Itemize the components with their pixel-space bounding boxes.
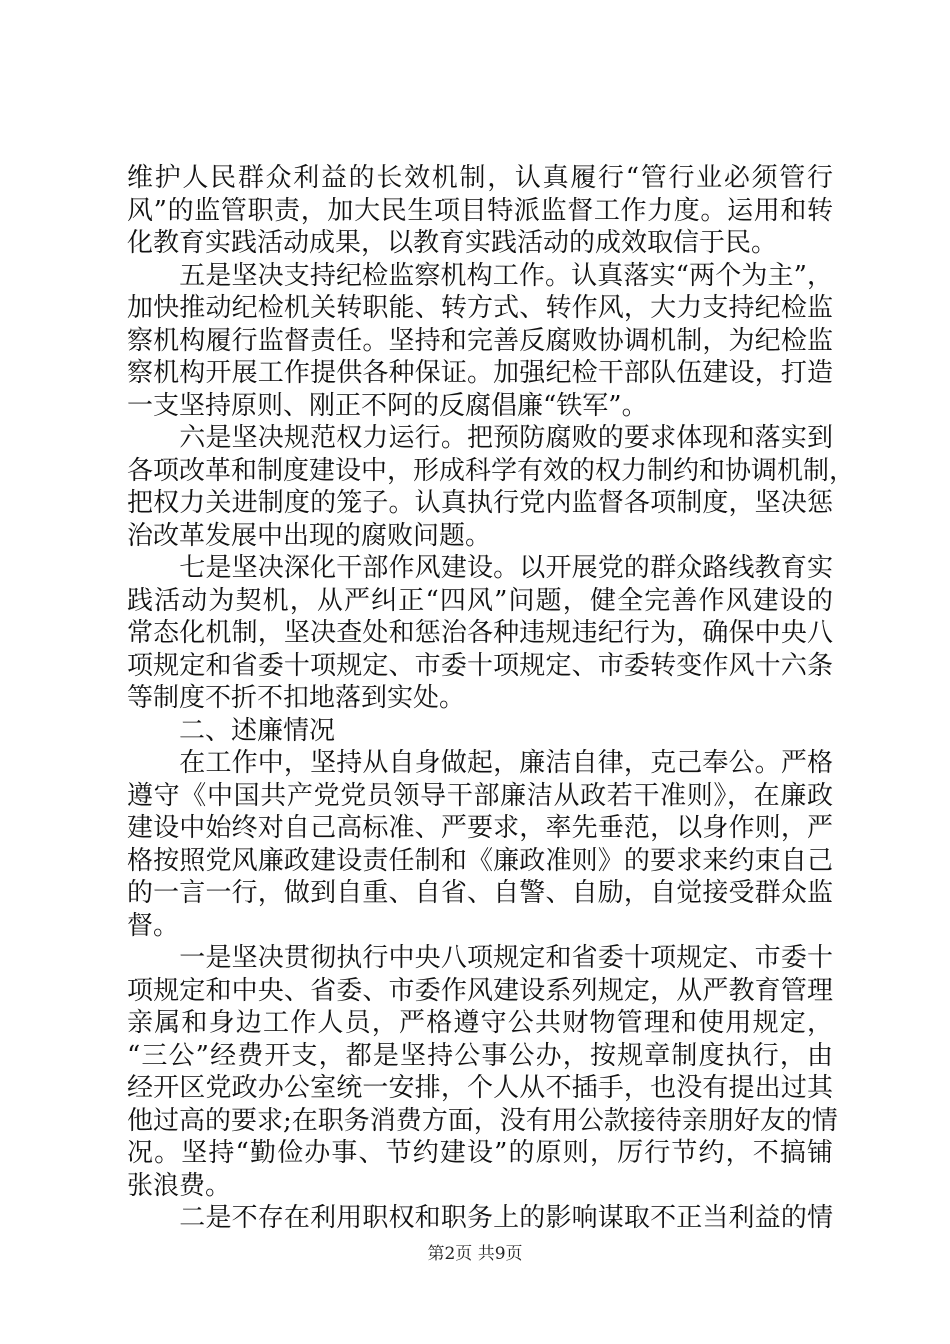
- text-line: 各项改革和制度建设中，形成科学有效的权力制约和协调机制，: [127, 455, 856, 486]
- text-line: 六是坚决规范权力运行。把预防腐败的要求体现和落实到: [127, 423, 833, 453]
- page-footer: 第2页 共9页: [427, 1244, 523, 1264]
- text-line: 况。坚持“勤俭办事、节约建设”的原则，厉行节约，不搞铺: [127, 1138, 833, 1168]
- text-line: 的一言一行，做到自重、自省、自警、自励，自觉接受群众监: [127, 878, 833, 908]
- text-line: 五是坚决支持纪检监察机构工作。认真落实“两个为主”，: [127, 260, 833, 291]
- text-line: 加快推动纪检机关转职能、转方式、转作风，大力支持纪检监: [127, 293, 833, 323]
- text-line: 格按照党风廉政建设责任制和《廉政准则》的要求来约束自己: [127, 845, 833, 876]
- text-line: 遵守《中国共产党党员领导干部廉洁从政若干准则》，在廉政: [127, 780, 833, 811]
- text-line: 督。: [127, 910, 180, 941]
- text-line: 项规定和省委十项规定、市委十项规定、市委转变作风十六条: [127, 650, 833, 681]
- text-line: “三公”经费开支，都是坚持公事公办，按规章制度执行，由: [127, 1040, 833, 1071]
- text-line: 践活动为契机，从严纠正“四风”问题，健全完善作风建设的: [127, 585, 833, 616]
- text-line: 风”的监管职责，加大民生项目特派监督工作力度。运用和转: [127, 195, 833, 226]
- text-line: 经开区党政办公室统一安排，个人从不插手，也没有提出过其: [127, 1073, 833, 1103]
- text-line: 常态化机制，坚决查处和惩治各种违规违纪行为，确保中央八: [127, 618, 833, 648]
- text-line: 化教育实践活动成果，以教育实践活动的成效取信于民。: [127, 228, 778, 258]
- text-line: 张浪费。: [127, 1170, 232, 1201]
- text-line: 一是坚决贯彻执行中央八项规定和省委十项规定、市委十: [127, 943, 833, 973]
- text-line: 亲属和身边工作人员，严格遵守公共财物管理和使用规定，: [127, 1008, 833, 1038]
- text-line: 二是不存在利用职权和职务上的影响谋取不正当利益的情: [127, 1203, 833, 1233]
- text-line: 察机构开展工作提供各种保证。加强纪检干部队伍建设，打造: [127, 358, 833, 388]
- text-line: 七是坚决深化干部作风建设。以开展党的群众路线教育实: [127, 553, 833, 583]
- text-line: 在工作中，坚持从自身做起，廉洁自律，克己奉公。严格: [127, 748, 833, 778]
- text-line: 他过高的要求;在职务消费方面，没有用公款接待亲朋好友的情: [127, 1105, 838, 1136]
- text-line: 察机构履行监督责任。坚持和完善反腐败协调机制，为纪检监: [127, 325, 833, 356]
- text-line: 等制度不折不扣地落到实处。: [127, 683, 466, 713]
- body-text: [127, 162, 856, 1235]
- text-line: 项规定和中央、省委、市委作风建设系列规定，从严教育管理: [127, 975, 833, 1006]
- text-line: 维护人民群众利益的长效机制，认真履行“管行业必须管行: [127, 163, 833, 193]
- text-line: 二、述廉情况: [127, 715, 336, 746]
- text-line: 把权力关进制度的笼子。认真执行党内监督各项制度，坚决惩: [127, 488, 833, 518]
- text-line: 建设中始终对自己高标准、严要求，率先垂范，以身作则，严: [127, 813, 833, 843]
- text-line: 一支坚持原则、刚正不阿的反腐倡廉“铁军”。: [127, 390, 648, 421]
- text-line: 治改革发展中出现的腐败问题。: [127, 520, 492, 551]
